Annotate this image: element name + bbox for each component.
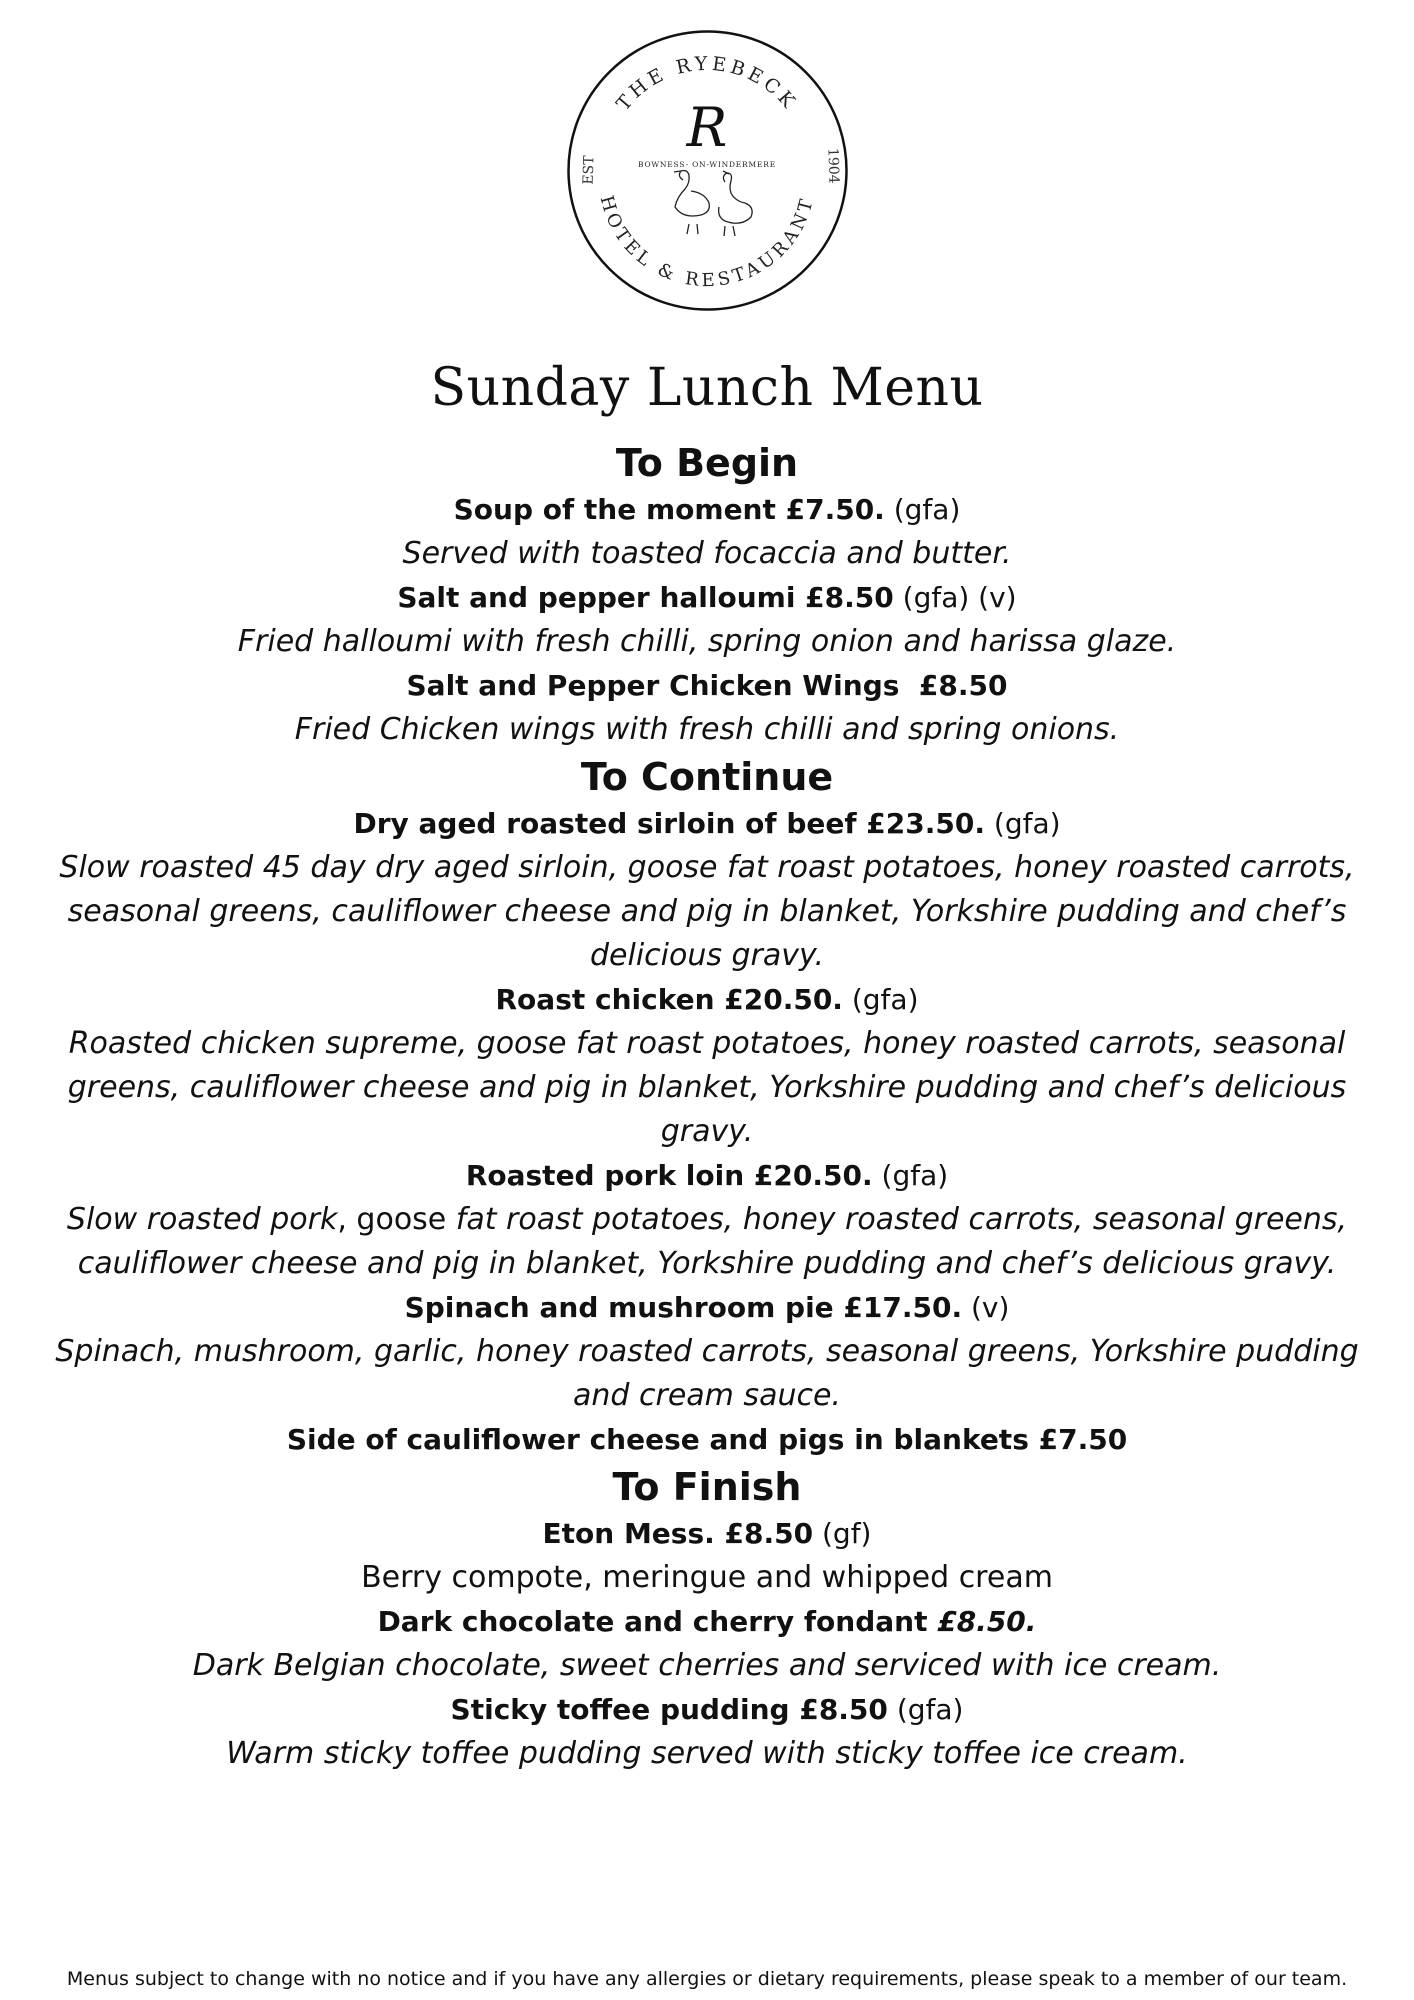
menu-item-name: Dark chocolate and cherry fondant £8.50.: [377, 1605, 1037, 1638]
menu-item-description: Slow roasted pork, goose fat roast potatoes, honey roasted carrots, seasonal greens, cauliflower cheese and pig in blanket, Yorkshire pudding and chef’s delicious gravy.: [66, 1202, 1348, 1281]
geese-icon: [674, 171, 752, 237]
menu-item-name: Side of cauliflower cheese and pigs in blankets £7.50: [286, 1423, 1128, 1456]
logo-est: EST: [580, 155, 598, 185]
section-heading-continue: To Continue: [580, 755, 834, 799]
hotel-logo: [565, 28, 850, 313]
logo-arc-top: THE RYEBECK: [612, 52, 802, 115]
menu-item-description: Fried Chicken wings with fresh chilli and spring onions.: [294, 712, 1120, 747]
menu-item-name: Roasted pork loin £20.50. (gfa): [465, 1159, 949, 1192]
logo-location: BOWNESS- ON-WINDERMERE: [638, 160, 776, 169]
menu-item-name: Salt and pepper halloumi £8.50 (gfa) (v): [397, 581, 1017, 614]
logo-monogram: R: [686, 96, 728, 159]
menu-item-name: Soup of the moment £7.50. (gfa): [453, 493, 961, 526]
menu-item-name: Spinach and mushroom pie £17.50. (v): [404, 1291, 1010, 1324]
menu-item-description: Berry compote, meringue and whipped cream: [361, 1560, 1053, 1595]
menu-item-description: Roasted chicken supreme, goose fat roast potatoes, honey roasted carrots, seasonal greens, cauliflower cheese and pig in blanket, Yorkshire pudding and chef’s delicious gravy.: [67, 1026, 1347, 1149]
menu-item-name: Sticky toffee pudding £8.50 (gfa): [450, 1693, 964, 1726]
logo-arc-bottom: HOTEL & RESTAURANT: [595, 193, 819, 292]
menu-item-description: Served with toasted focaccia and butter.: [402, 536, 1012, 571]
menu-item-description: Warm sticky toffee pudding served with sticky toffee ice cream.: [226, 1736, 1188, 1771]
section-heading-begin: To Begin: [615, 441, 799, 485]
menu-item-name: Dry aged roasted sirloin of beef £23.50. (gfa): [353, 807, 1061, 840]
menu-item-description: Spinach, mushroom, garlic, honey roasted carrots, seasonal greens, Yorkshire pudding and cream sauce.: [55, 1334, 1359, 1413]
menu-item-description: Fried halloumi with fresh chilli, spring onion and harissa glaze.: [237, 624, 1177, 659]
menu-item-name: Eton Mess. £8.50 (gf): [542, 1517, 872, 1550]
section-heading-finish: To Finish: [612, 1465, 802, 1509]
page-title: Sunday Lunch Menu: [430, 358, 984, 418]
menu-item-name: Salt and Pepper Chicken Wings £8.50: [406, 669, 1008, 702]
menu-content: [40, 438, 1374, 1776]
footer-disclaimer: Menus subject to change with no notice and if you have any allergies or dietary requirements, please speak to a member of our team.: [66, 1968, 1348, 1990]
menu-item-description: Slow roasted 45 day dry aged sirloin, goose fat roast potatoes, honey roasted carrots, seasonal greens, cauliflower cheese and pig in blanket, Yorkshire pudding and chef’s delicious gravy.: [59, 850, 1355, 973]
menu-item-description: Dark Belgian chocolate, sweet cherries and serviced with ice cream.: [192, 1648, 1222, 1683]
logo-year: 1904: [824, 147, 842, 184]
menu-item-name: Roast chicken £20.50. (gfa): [495, 983, 919, 1016]
